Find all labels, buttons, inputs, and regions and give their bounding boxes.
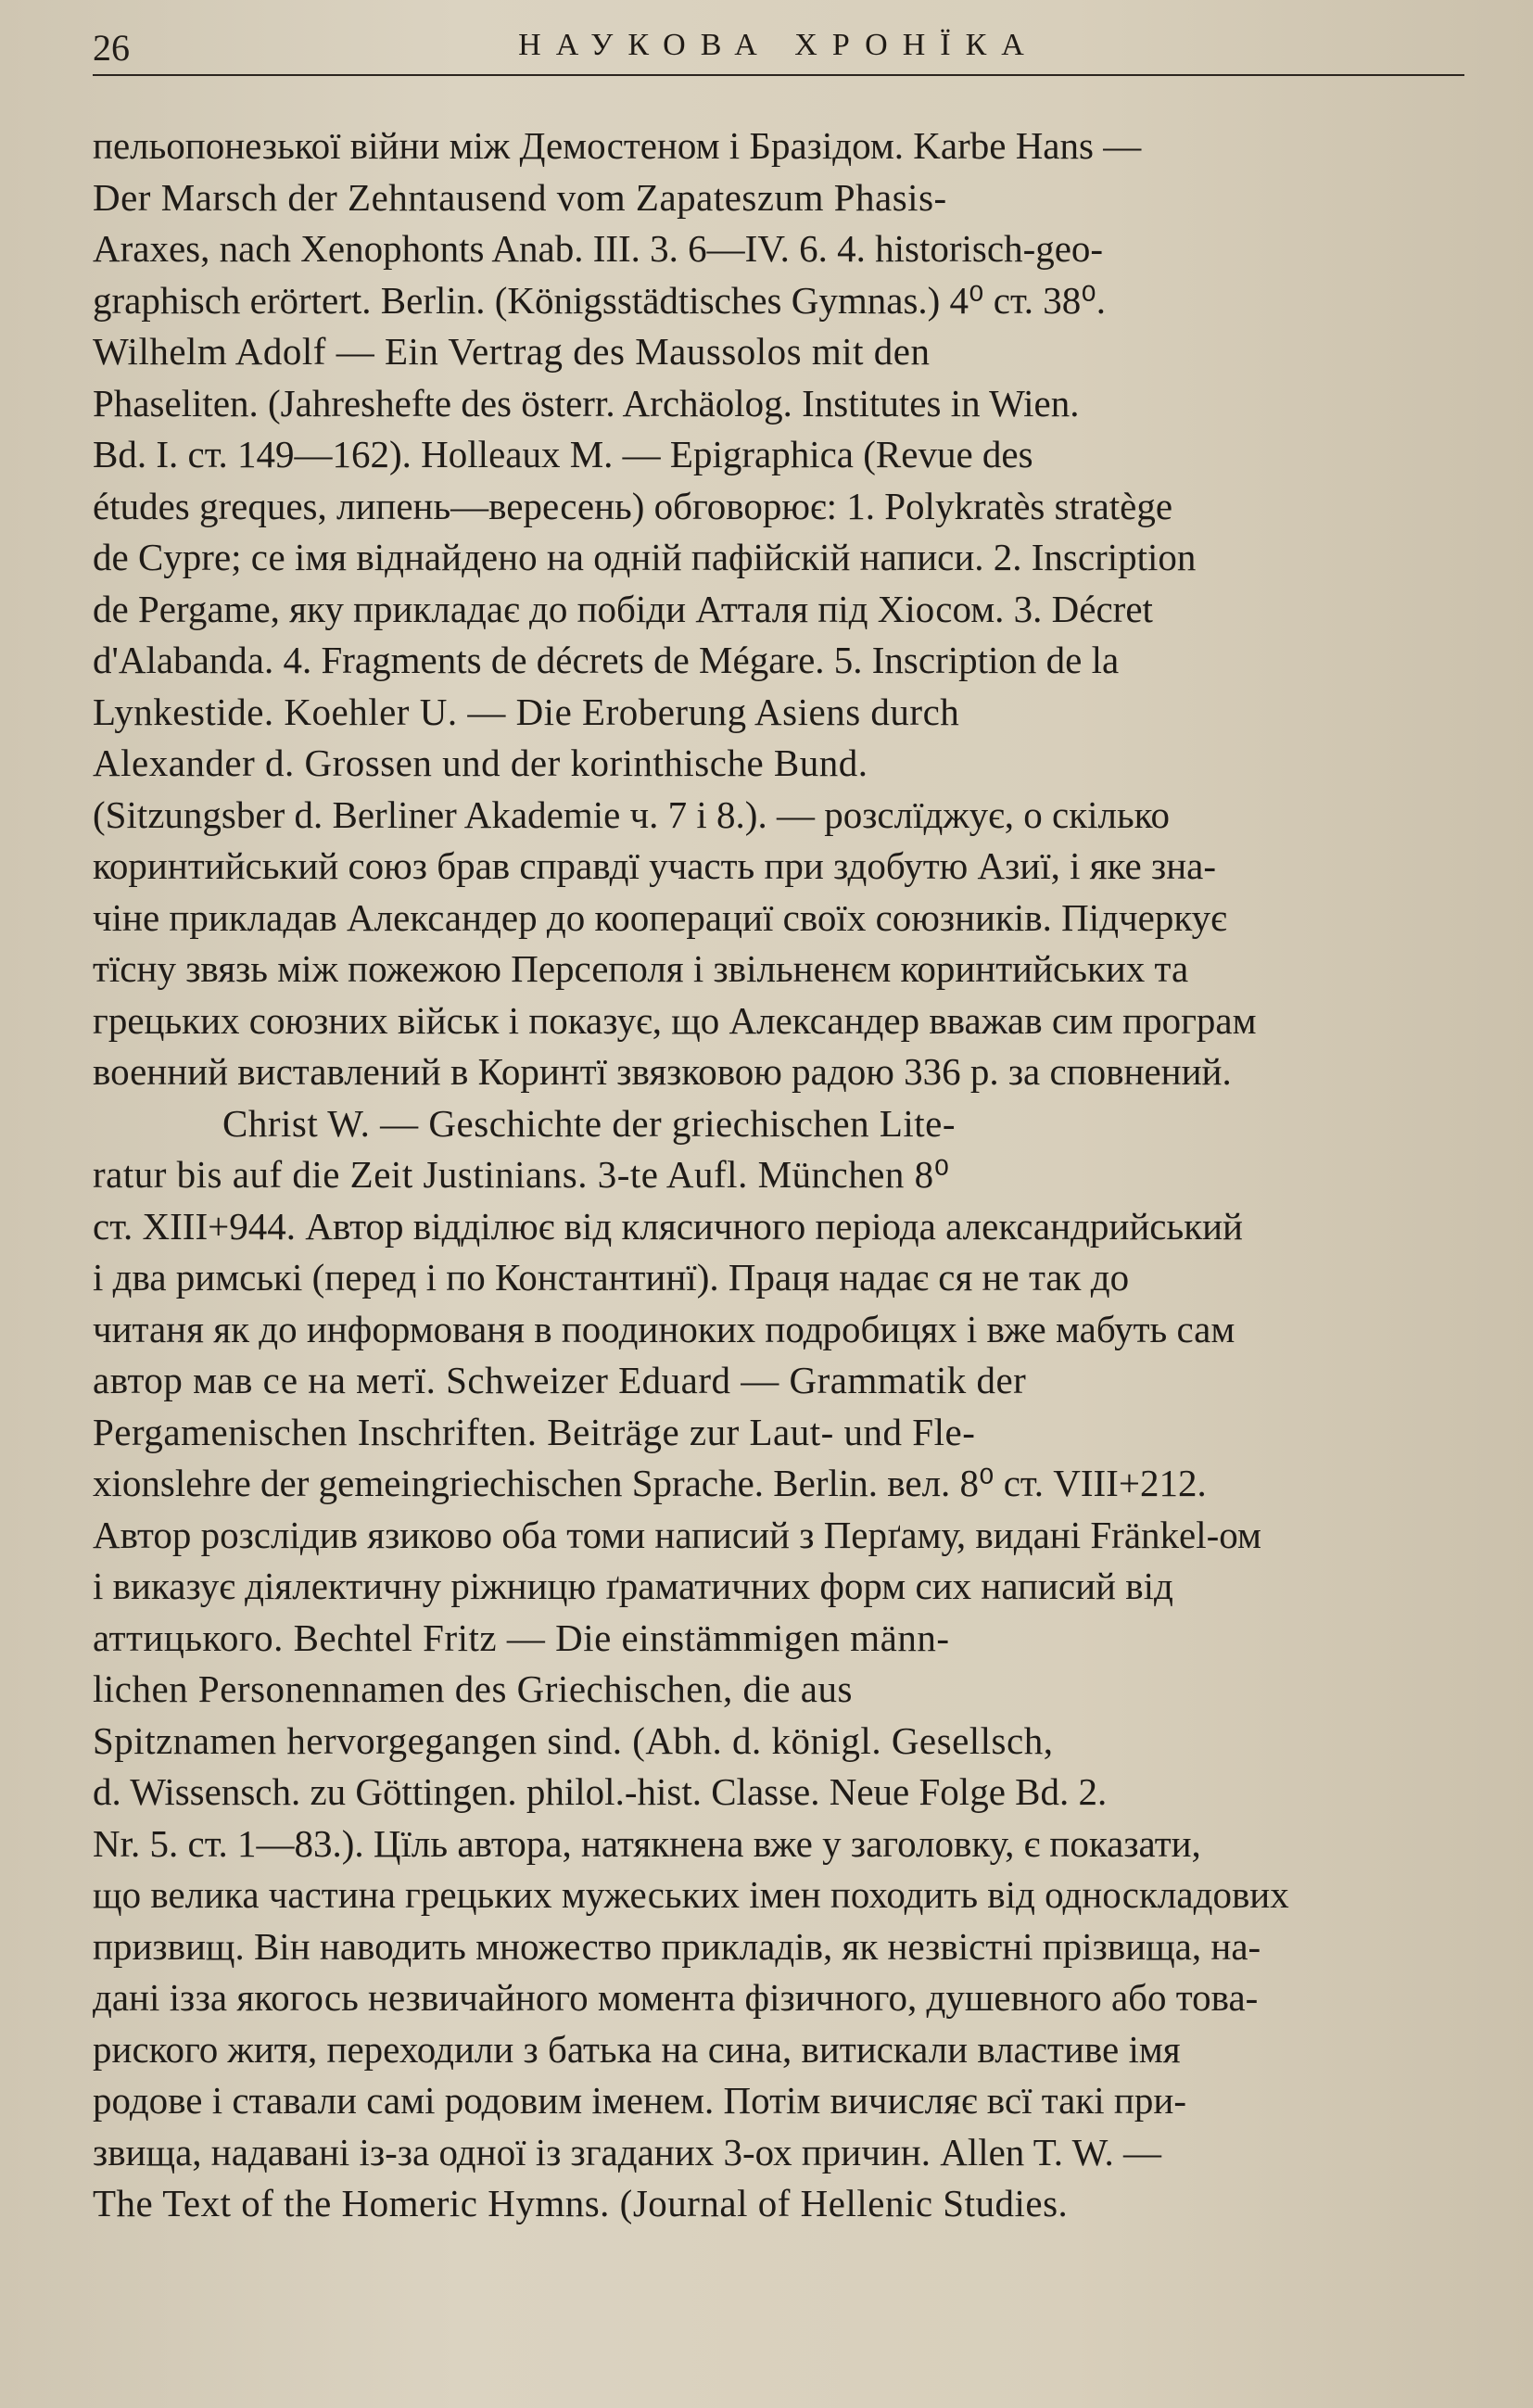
text-line: ratur bis auf die Zeit Justinians. 3-te Aufl. München 8⁰ (93, 1153, 950, 1196)
text-line: études greques, липень—вересень) обговорює: 1. Polykratès stratège (93, 484, 1173, 527)
text-line: graphisch erörtert. Berlin. (Königsstädtisches Gymnas.) 4⁰ ст. 38⁰. (93, 278, 1106, 322)
text-line: lichen Personennamen des Griechischen, die aus (93, 1667, 853, 1710)
text-line: звища, надавані із-за одної із згаданих 3-ох причин. Allen T. W. — (93, 2130, 1162, 2174)
text-line: Christ W. — Geschichte der griechischen Lite- (222, 1101, 957, 1145)
text-line: The Text of the Homeric Hymns. (Journal of Hellenic Studies. (93, 2182, 1069, 2224)
text-line: Alexander d. Grossen und der korinthische Bund. (93, 741, 868, 784)
text-line: Lynkestide. Koehler U. — Die Eroberung Asiens durch (93, 690, 960, 733)
text-line: ст. XIII+944. Автор відділює від клясичного періода александрийський (93, 1204, 1243, 1248)
text-line: пельопонезької війни між Демостеном і Бразідом. Karbe Hans — (93, 124, 1142, 167)
text-line: автор мав се на метї. Schweizer Eduard — Grammatik der (93, 1359, 1027, 1401)
body-text (93, 120, 1483, 2230)
text-line: d. Wissensch. zu Göttingen. philol.-hist. Classe. Neue Folge Bd. 2. (93, 1770, 1108, 1813)
text-line: родове і ставали самі родовим іменем. Потім вичисляє всї такі при- (93, 2079, 1186, 2122)
text-line: риского житя, переходили з батька на сина, витискали властиве імя (93, 2027, 1181, 2071)
text-line: і два римські (перед і по Константинї). Праця надає ся не так до (93, 1256, 1130, 1299)
text-line: Автор розслідив язиково оба томи написий з Перґаму, видані Fränkel-ом (93, 1513, 1261, 1556)
text-line: Nr. 5. ст. 1—83.). Цїль автора, натякнена вже у заголовку, є показати, (93, 1821, 1201, 1865)
page-number: 26 (93, 27, 130, 69)
text-line: Araxes, nach Xenophonts Anab. III. 3. 6—IV. 6. 4. historisch-geo- (93, 227, 1104, 270)
text-line: грецьких союзних військ і показує, що Александер вважав сим програм (93, 998, 1257, 1042)
text-line: Wilhelm Adolf — Ein Vertrag des Maussolos mit den (93, 330, 931, 373)
text-line: (Sitzungsber d. Berliner Akademie ч. 7 і 8.). — розслїджує, о скілько (93, 792, 1170, 836)
running-head: НАУКОВА ХРОНЇКА (518, 28, 1039, 62)
text-line: читаня як до информованя в поодиноких подробицях і вже мабуть сам (93, 1307, 1235, 1350)
text-line: xionslehre der gemeingriechischen Sprache. Berlin. вел. 8⁰ ст. VIII+212. (93, 1462, 1207, 1504)
text-line: що велика частина грецьких мужеських імен походить від односкладових (93, 1873, 1289, 1916)
text-line: военний виставлений в Коринтї звязковою радою 336 р. за сповнений. (93, 1050, 1232, 1093)
text-line: тїсну звязь між пожежою Персеполя і звільненєм коринтийських та (93, 947, 1189, 990)
text-line: і виказує діялектичну ріжницю ґраматичних форм сих написий від (93, 1565, 1173, 1607)
text-line: Pergamenischen Inschriften. Beiträge zur Laut- und Fle- (93, 1410, 976, 1453)
text-line: Phaseliten. (Jahreshefte des österr. Archäolog. Institutes in Wien. (93, 381, 1080, 425)
text-line: de Cypre; се імя віднайдено на одній пафійскій написи. 2. Inscription (93, 536, 1197, 578)
header-rule (93, 74, 1464, 76)
text-line: чіне прикладав Александер до кооперациї своїх союзників. Підчеркує (93, 895, 1227, 939)
page-header (93, 20, 1464, 69)
text-line: Spitznamen hervorgegangen sind. (Abh. d. königl. Gesellsch, (93, 1718, 1054, 1762)
text-line: дані ізза якогось незвичайного момента фізичного, душевного або това- (93, 1976, 1259, 2019)
text-line: Der Marsch der Zehntausend vom Zapateszum Phasis- (93, 175, 947, 219)
text-line: Bd. I. ст. 149—162). Holleaux M. — Epigraphica (Revue des (93, 433, 1033, 475)
text-line: d'Alabanda. 4. Fragments de décrets de Mégare. 5. Inscription de la (93, 639, 1120, 681)
text-line: коринтийський союз брав справдї участь при здобутю Азиї, і яке зна- (93, 844, 1216, 887)
text-line: призвищ. Він наводить множество прикладів, як незвістні прізвища, на- (93, 1924, 1261, 1968)
text-line: аттицького. Bechtel Fritz — Die einstämmigen männ- (93, 1616, 950, 1659)
text-line: de Pergame, яку прикладає до побіди Атталя під Хіосом. 3. Décret (93, 587, 1153, 630)
